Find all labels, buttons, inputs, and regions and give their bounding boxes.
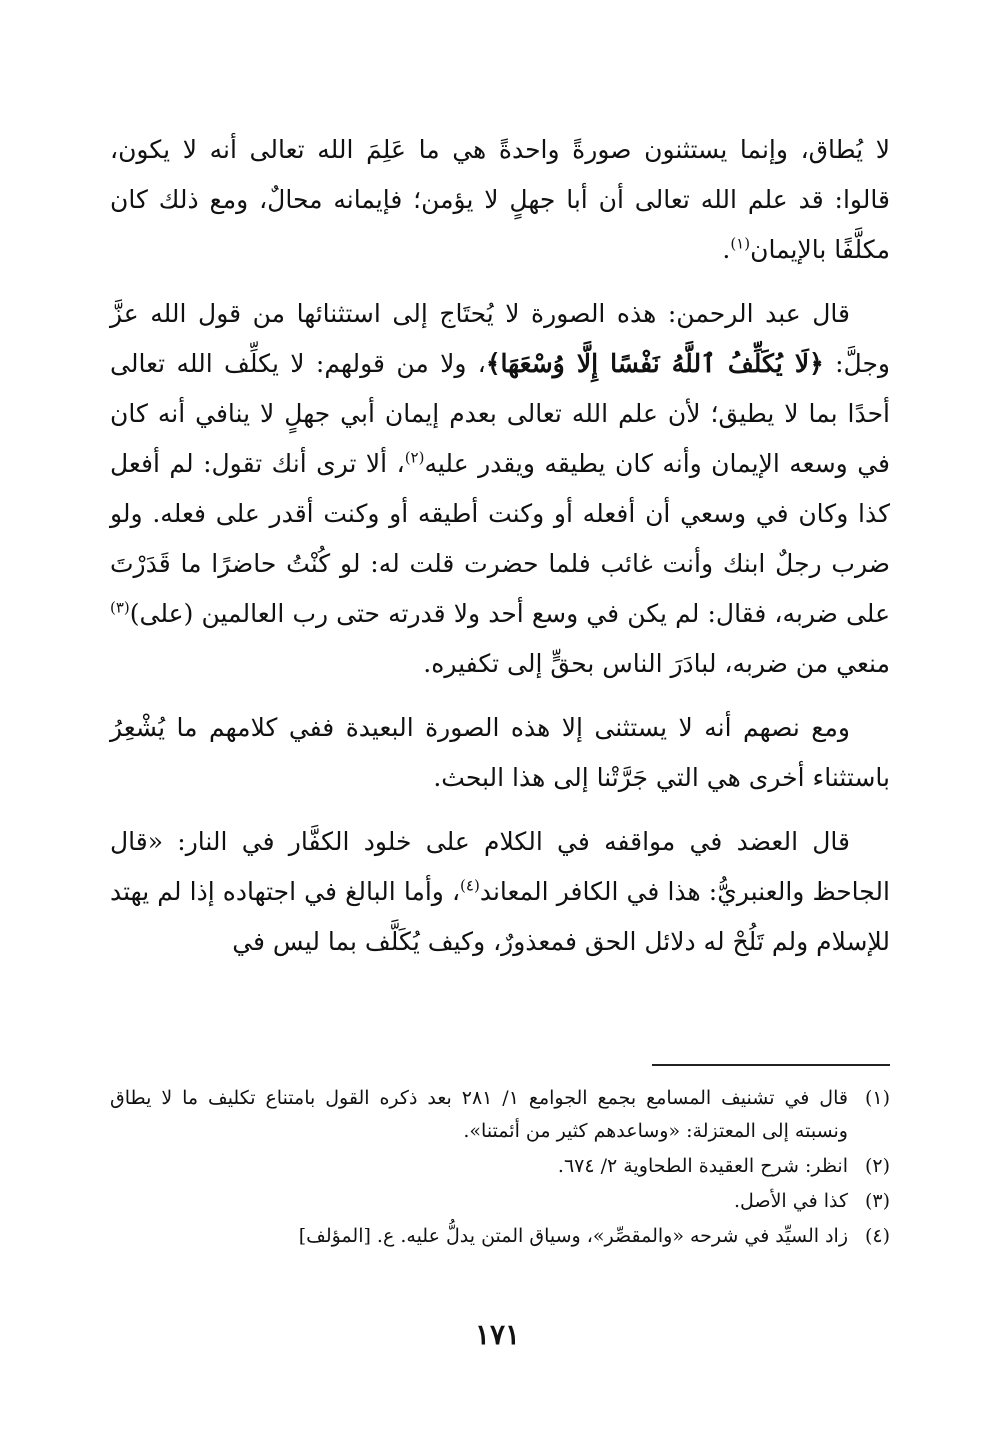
footnote-text: قال في تشنيف المسامع بجمع الجوامع ١/ ٢٨١ بعد ذكره القول بامتناع تكليف ما لا يطاق ونسبته إلى المعتزلة: «وساعدهم كثير من أئمتنا». — [110, 1087, 848, 1142]
footnote-number: (٣) — [864, 1190, 890, 1212]
paragraph-text: ، وأما البالغ في اجتهاده إذا لم يهتد للإسلام ولم تَلُحْ له دلائل الحق فمعذورٌ، وكيف يُكَلَّف بما ليس في — [110, 877, 890, 956]
footnote-reference: (٤) — [460, 876, 480, 895]
paragraph-text: قال عبد الرحمن: هذه الصورة لا يُحتَاج إلى استثنائها من قول الله عزَّ وجلَّ: — [110, 299, 890, 378]
paragraph — [110, 817, 890, 967]
paragraph-text: . — [722, 235, 731, 264]
footnote-reference: (٢) — [404, 448, 425, 467]
footnote-number: (٢) — [864, 1155, 890, 1177]
paragraph-text: ومع نصهم أنه لا يستثنى إلا هذه الصورة البعيدة ففي كلامهم ما يُشْعِرُ باستثناء أخرى هي التي جَرَّتْنا إلى هذا البحث. — [110, 713, 890, 792]
footnote-reference: (١) — [730, 234, 751, 253]
footnote — [110, 1220, 890, 1253]
paragraph-text: قال العضد في مواقفه في الكلام على خلود الكفَّار في النار: «قال الجاحظ والعنبريُّ: هذا في الكافر المعاند — [110, 827, 890, 906]
page-number: ١٧١ — [474, 1318, 521, 1351]
footnote-number: (١) — [864, 1087, 890, 1109]
footnote-reference: (٣) — [110, 598, 130, 617]
quran-verse: ﴿لَا يُكَلِّفُ ٱللَّهُ نَفْسًا إِلَّا وُسْعَهَا﴾ — [485, 349, 824, 378]
footnote-text: كذا في الأصل. — [734, 1190, 848, 1212]
paragraph-text: لا يُطاق، وإنما يستثنون صورةً واحدةً هي ما عَلِمَ الله تعالى أنه لا يكون، قالوا: قد علم الله تعالى أن أبا جهلٍ لا يؤمن؛ فإيمانه محالٌ، ومع ذلك كان مكلَّفًا بالإيمان — [110, 135, 890, 264]
paragraph — [110, 289, 890, 689]
paragraph — [110, 125, 890, 275]
paragraph-text: ، ولا من قولهم: لا يكلِّف الله تعالى أحدًا بما لا يطيق؛ لأن علم الله تعالى بعدم إيمان أبي جهلٍ لا ينافي أنه كان في وسعه الإيمان وأنه كان يطيقه ويقدر عليه — [110, 349, 891, 478]
paragraph-text: ، ألا ترى أنك تقول: لم أفعل كذا وكان في وسعي أن أفعله أو وكنت أطيقه أو وكنت أقدر على فعله. ولو ضرب رجلٌ ابنك وأنت غائب فلما حضرت قلت له: لو كُنْتُ حاضرًا ما قَدَرْتَ على ضربه، فقال: لم يكن في وسع أحد ولا قدرته حتى رب العالمين (على) — [110, 449, 890, 628]
footnote-text: انظر: شرح العقيدة الطحاوية ٢/ ٦٧٤. — [557, 1155, 848, 1177]
footnote-number: (٤) — [864, 1225, 890, 1247]
footnotes — [110, 1082, 890, 1255]
paragraph — [110, 703, 890, 803]
footnote — [110, 1185, 890, 1218]
footnote-text: زاد السيِّد في شرحه «والمقصِّر»، وسياق المتن يدلُّ عليه. ع. [المؤلف] — [298, 1225, 848, 1247]
footnote — [110, 1082, 890, 1148]
footnote-separator — [652, 1064, 890, 1066]
footnote — [110, 1150, 890, 1183]
main-text — [110, 125, 890, 981]
paragraph-text: منعي من ضربه، لبادَرَ الناس بحقٍّ إلى تكفيره. — [423, 649, 890, 678]
